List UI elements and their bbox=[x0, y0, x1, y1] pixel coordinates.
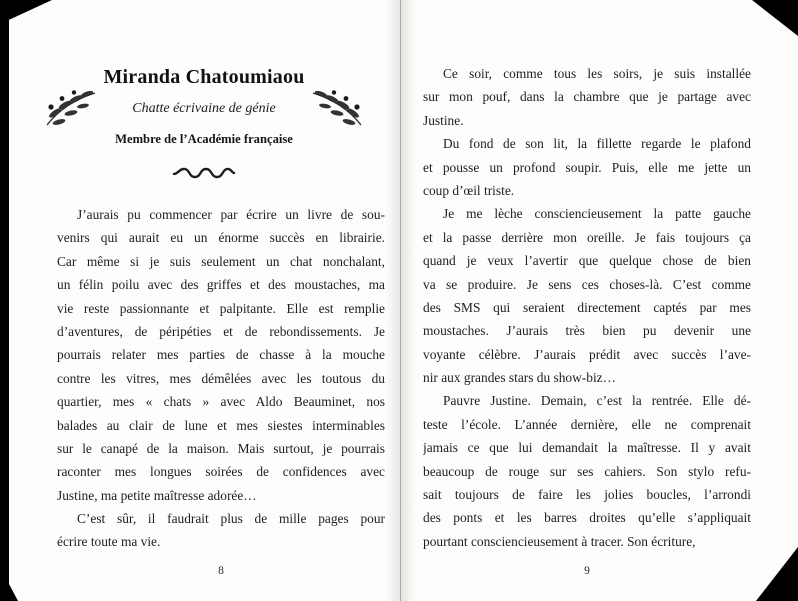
ornament-divider-icon bbox=[28, 164, 380, 187]
text-line: raconter mes longues soirées de confidences avec bbox=[57, 464, 385, 480]
paragraph bbox=[423, 62, 751, 132]
text-line: vie reste passionnante et palpitante. Elle est remplie bbox=[57, 300, 385, 316]
chapter-subtitle: Chatte écrivaine de génie bbox=[132, 101, 276, 116]
text-line: pourrais relater mes parties de chasse à la mouche bbox=[57, 347, 385, 363]
text-line: Je me lèche consciencieusement la patte gauche bbox=[443, 206, 751, 222]
text-line: nir aux grandes stars du show-biz… bbox=[423, 370, 617, 386]
text-line: sur mon pouf, dans la chambre que je partage avec bbox=[423, 89, 751, 105]
paragraph bbox=[423, 389, 751, 553]
text-line: Ce soir, comme tous les soirs, je suis installée bbox=[443, 66, 751, 81]
text-line: C’est sûr, il faudrait plus de mille pages pour bbox=[77, 511, 385, 527]
text-line: Car même si je suis seulement un chat nonchalant, bbox=[57, 253, 385, 269]
text-line: sur le canapé de la maison. Mais surtout, je pourrais bbox=[57, 440, 385, 456]
right-page bbox=[401, 0, 791, 601]
right-page-text bbox=[423, 62, 751, 553]
text-line: d’aventures, de péripéties et de rebondissements. Je bbox=[57, 323, 385, 339]
text-line: moustaches. J’aurais très bien pu devenir une bbox=[423, 323, 751, 339]
text-line: Justine, ma petite maîtresse adorée… bbox=[57, 487, 257, 503]
chapter-header bbox=[28, 66, 380, 187]
paragraph bbox=[423, 202, 751, 389]
text-line: venirs qui aurait eu un énorme succès en librairie. bbox=[57, 230, 385, 246]
text-line: voyante célèbre. J’aurais prédit avec succès l’ave- bbox=[423, 346, 751, 362]
text-line: coup d’œil triste. bbox=[423, 182, 515, 198]
left-page-text bbox=[57, 203, 385, 554]
text-line: balades au clair de lune et mes siestes interminables bbox=[57, 417, 385, 433]
chapter-titles bbox=[103, 66, 304, 147]
text-line: pourtant consciencieusement à tracer. Son écriture, bbox=[423, 533, 696, 549]
text-line: teste l’école. L’année dernière, elle ne comprenait bbox=[423, 416, 751, 432]
paragraph bbox=[423, 132, 751, 202]
right-page-number: 9 bbox=[584, 565, 590, 577]
text-line: quand je veux l’avertir que quelque chose de bien bbox=[423, 253, 751, 269]
text-line: et la passe derrière mon oreille. Je fais toujours ça bbox=[423, 229, 751, 245]
text-line: et pousse un profond soupir. Puis, elle me jette un bbox=[423, 159, 751, 175]
paragraph bbox=[57, 203, 385, 507]
gutter-shadow bbox=[386, 0, 416, 601]
text-line: Du fond de son lit, la fillette regarde le plafond bbox=[443, 136, 751, 152]
paragraph bbox=[57, 507, 385, 554]
text-line: va se produire. Je sens ces choses-là. C’est comme bbox=[423, 276, 751, 292]
left-page bbox=[10, 0, 400, 601]
text-line: écrire toute ma vie. bbox=[57, 534, 161, 550]
text-line: Pauvre Justine. Demain, c’est la rentrée. Elle dé- bbox=[443, 393, 751, 409]
olive-branch-right-icon bbox=[309, 81, 365, 133]
left-page-number: 8 bbox=[218, 565, 224, 577]
gutter-line bbox=[400, 0, 401, 601]
text-line: des ponts et les barres droites qu’elle s’appliquait bbox=[423, 510, 751, 526]
text-line: des SMS qui seraient directement captés par mes bbox=[423, 299, 751, 315]
text-line: jamais ce que lui demandait la maîtresse. Il y avait bbox=[423, 440, 751, 456]
text-line: un félin poilu avec des griffes et des moustaches, ma bbox=[57, 277, 385, 293]
chapter-affiliation: Membre de l’Académie française bbox=[115, 132, 293, 146]
chapter-title-row bbox=[28, 66, 380, 147]
background-edge-left bbox=[0, 0, 9, 601]
text-line: quartier, mes « chats » avec Aldo Beauminet, nos bbox=[57, 394, 385, 410]
text-line: sait toujours de faire les jolies boucles, l’arrondi bbox=[423, 487, 751, 503]
text-line: beaucoup de rouge sur ses cahiers. Son stylo refu- bbox=[423, 463, 751, 479]
text-line: J’aurais pu commencer par écrire un livre de sou- bbox=[77, 207, 385, 222]
chapter-title: Miranda Chatoumiaou bbox=[103, 66, 305, 88]
olive-branch-left-icon bbox=[43, 81, 99, 133]
text-line: Justine. bbox=[423, 112, 464, 128]
text-line: contre les vitres, mes démêlées avec les toutous du bbox=[57, 370, 385, 386]
